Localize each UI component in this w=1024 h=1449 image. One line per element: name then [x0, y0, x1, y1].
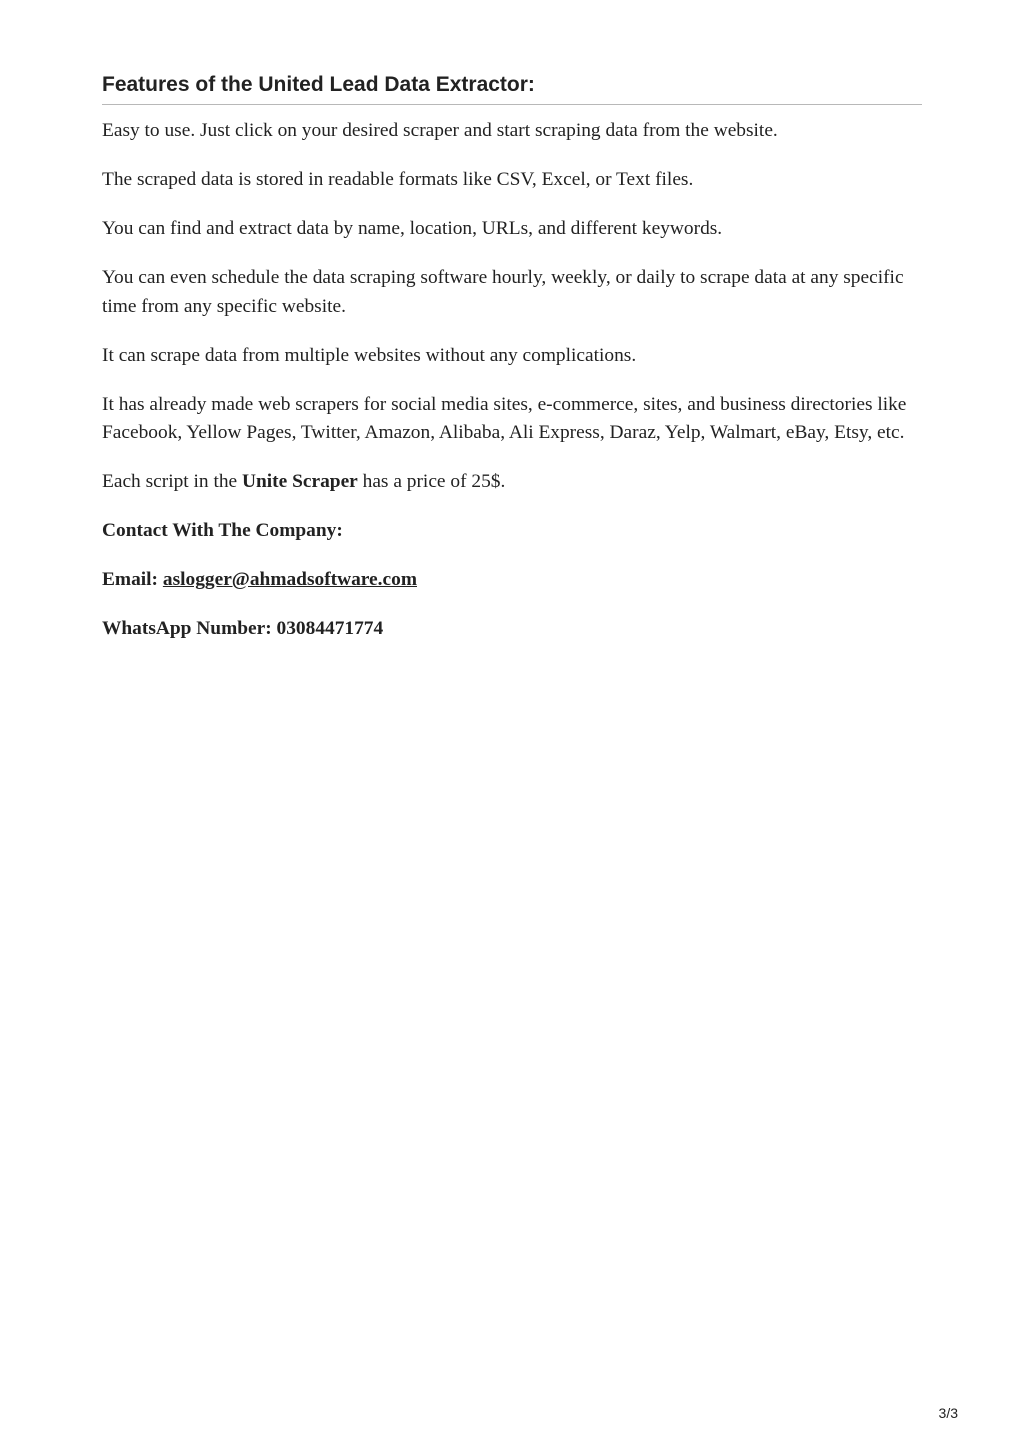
page-number: 3/3 [938, 1405, 958, 1421]
feature-paragraph-existing-scrapers: It has already made web scrapers for social media sites, e-commerce, sites, and business directories like Facebook, Yellow Pages, Twitter, Amazon, Alibaba, Ali Express, Daraz, Yelp, Walmart, eBay, Etsy, etc. [102, 393, 907, 443]
feature-paragraph-ease-of-use: Easy to use. Just click on your desired scraper and start scraping data from the website. [102, 120, 778, 141]
price-suffix: has a price of 25$. [357, 471, 506, 492]
email-label: Email: [102, 569, 163, 590]
email-link[interactable]: aslogger@ahmadsoftware.com [162, 569, 417, 590]
email-line [102, 566, 922, 595]
whatsapp-line: WhatsApp Number: 03084471774 [102, 618, 384, 639]
feature-paragraph-schedule: You can even schedule the data scraping software hourly, weekly, or daily to scrape data at any specific time from any specific website. [102, 267, 904, 317]
document-content [102, 70, 922, 644]
feature-paragraph-search: You can find and extract data by name, location, URLs, and different keywords. [102, 218, 723, 239]
feature-paragraph-multiple-sites: It can scrape data from multiple websites without any complications. [102, 344, 637, 366]
features-heading: Features of the United Lead Data Extractor: [102, 70, 922, 105]
product-name: Unite Scraper [242, 471, 358, 492]
price-paragraph [102, 468, 922, 497]
price-prefix: Each script in the [102, 471, 242, 492]
feature-paragraph-formats: The scraped data is stored in readable formats like CSV, Excel, or Text files. [102, 169, 694, 190]
contact-heading: Contact With The Company: [102, 520, 343, 541]
